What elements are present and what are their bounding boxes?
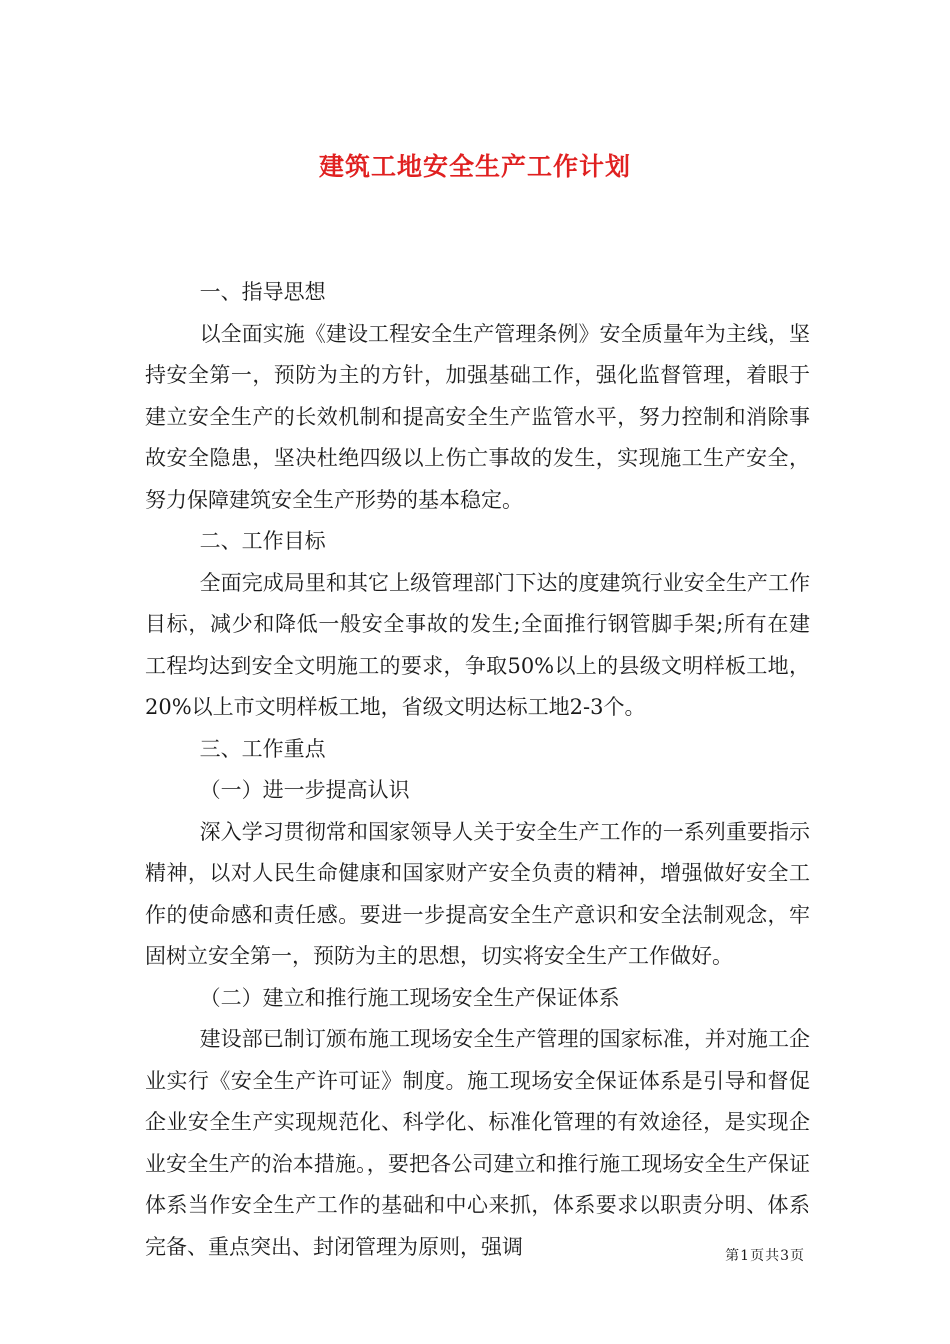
subsection-paragraph-safety-system: 建设部已制订颁布施工现场安全生产管理的国家标准，并对施工企业实行《安全生产许可证》制度。施工现场安全保证体系是引导和督促企业安全生产实现规范化、科学化、标准化管理的有效途径，是实现企业安全生产的治本措施。，要把各公司建立和推行施工现场安全生产保证体系当作安全生产工作的基础和中心来抓，体系要求以职责分明、体系完备、重点突出、封闭管理为原则，强调 <box>145 1027 810 1259</box>
document-body <box>145 272 810 1268</box>
section-heading-work-focus: 三、工作重点 <box>199 736 326 761</box>
section-paragraph-work-goals: 全面完成局里和其它上级管理部门下达的度建筑行业安全生产工作目标，减少和降低一般安全事故的发生;全面推行钢管脚手架;所有在建工程均达到安全文明施工的要求，争取50%以上的县级文明样板工地，20%以上市文明样板工地，省级文明达标工地2-3个。 <box>145 570 810 719</box>
subsection-heading-raise-awareness: （一）进一步提高认识 <box>199 778 410 802</box>
subsection-paragraph-raise-awareness: 深入学习贯彻常和国家领导人关于安全生产工作的一系列重要指示精神，以对人民生命健康和国家财产安全负责的精神，增强做好安全工作的使命感和责任感。要进一步提高安全生产意识和安全法制观念，牢固树立安全第一，预防为主的思想，切实将安全生产工作做好。 <box>145 819 810 968</box>
subsection-heading-safety-system: （二）建立和推行施工现场安全生产保证体系 <box>199 985 620 1010</box>
section-heading-work-goals: 二、工作目标 <box>199 529 326 553</box>
document-title: 建筑工地安全生产工作计划 <box>318 151 631 181</box>
page-number-footer: 第1页共3页 <box>725 1248 805 1264</box>
section-heading-guiding-thought: 一、指导思想 <box>199 280 326 304</box>
section-paragraph-guiding-thought: 以全面实施《建设工程安全生产管理条例》安全质量年为主线，坚持安全第一，预防为主的方针，加强基础工作，强化监督管理，着眼于建立安全生产的长效机制和提高安全生产监管水平，努力控制和消除事故安全隐患，坚决杜绝四级以上伤亡事故的发生，实现施工生产安全，努力保障建筑安全生产形势的基本稳定。 <box>145 321 810 512</box>
